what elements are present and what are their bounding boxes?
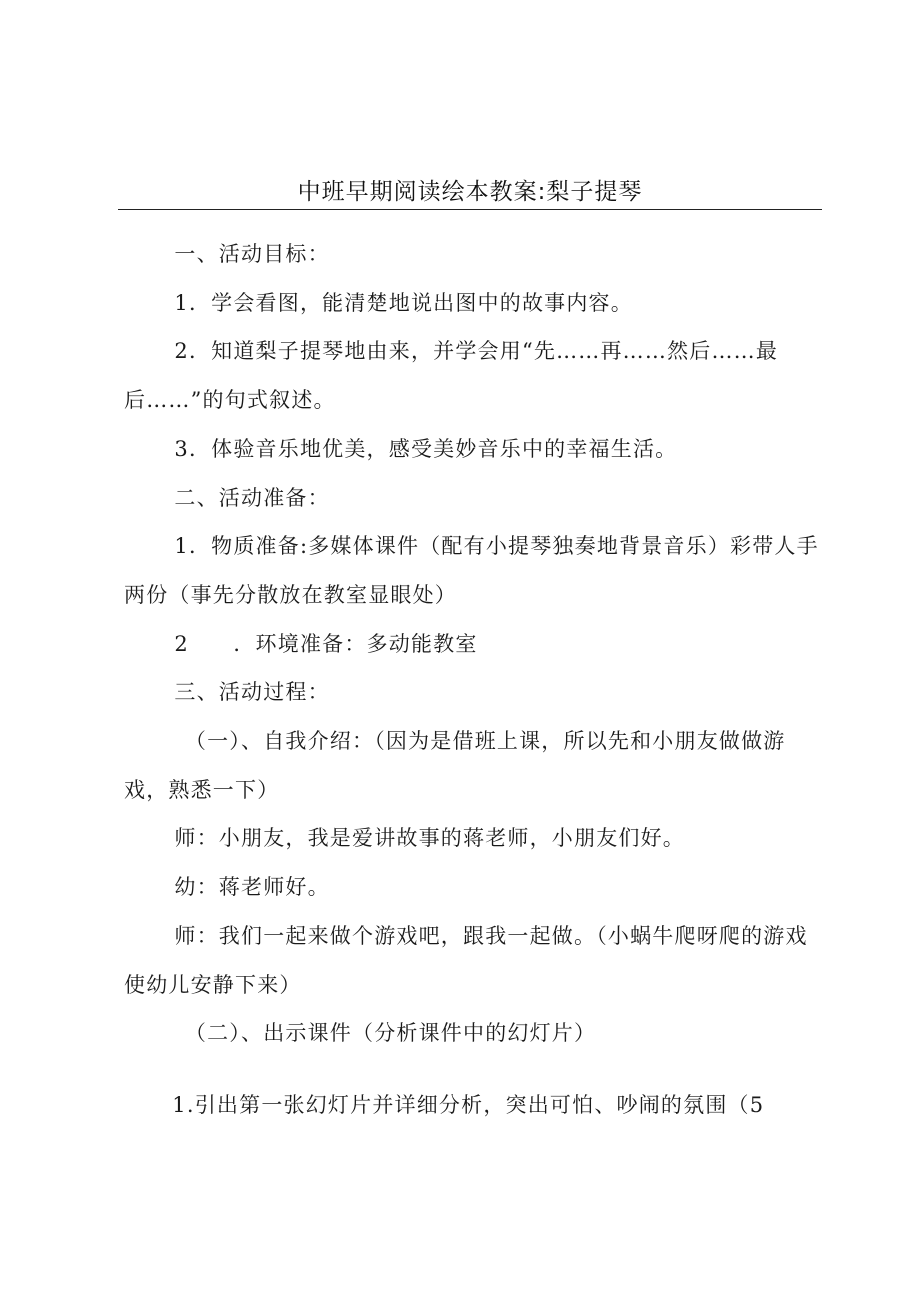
goal-item-1: 1．学会看图，能清楚地说出图中的故事内容。 — [174, 290, 633, 315]
process-substep-1: 1.引出第一张幻灯片并详细分析，突出可怕、吵闹的氛围（5 — [172, 1092, 765, 1117]
document-title: 中班早期阅读绘本教案:梨子提琴 — [297, 179, 643, 205]
preparation-item-2: 2 ．环境准备：多动能教室 — [174, 631, 478, 656]
process-step-1: （一）、自我介绍：（因为是借班上课，所以先和小朋友做做游戏，熟悉一下） — [124, 729, 786, 802]
section-heading-process: 三、活动过程： — [174, 680, 330, 705]
section-heading-preparation: 二、活动准备： — [174, 485, 330, 510]
goal-item-3: 3．体验音乐地优美，感受美妙音乐中的幸福生活。 — [174, 436, 678, 461]
preparation-item-1: 1．物质准备:多媒体课件（配有小提琴独奏地背景音乐）彩带人手两份（事先分散放在教室显眼处） — [124, 534, 819, 607]
goal-item-2: 2．知道梨子提琴地由来，并学会用“先……再……然后……最后……”的句式叙述。 — [124, 339, 779, 413]
dialogue-line-teacher-2: 师：我们一起来做个游戏吧，跟我一起做。（小蜗牛爬呀爬的游戏使幼儿安静下来） — [124, 923, 808, 997]
section-heading-goals: 一、活动目标： — [174, 242, 330, 266]
process-step-2: （二）、出示课件（分析课件中的幻灯片） — [184, 1021, 597, 1046]
document-body — [124, 230, 824, 1130]
title-underline — [118, 209, 822, 210]
dialogue-line-teacher-1: 师：小朋友，我是爱讲故事的蒋老师，小朋友们好。 — [174, 826, 685, 851]
dialogue-line-child-1: 幼：蒋老师好。 — [174, 875, 330, 900]
